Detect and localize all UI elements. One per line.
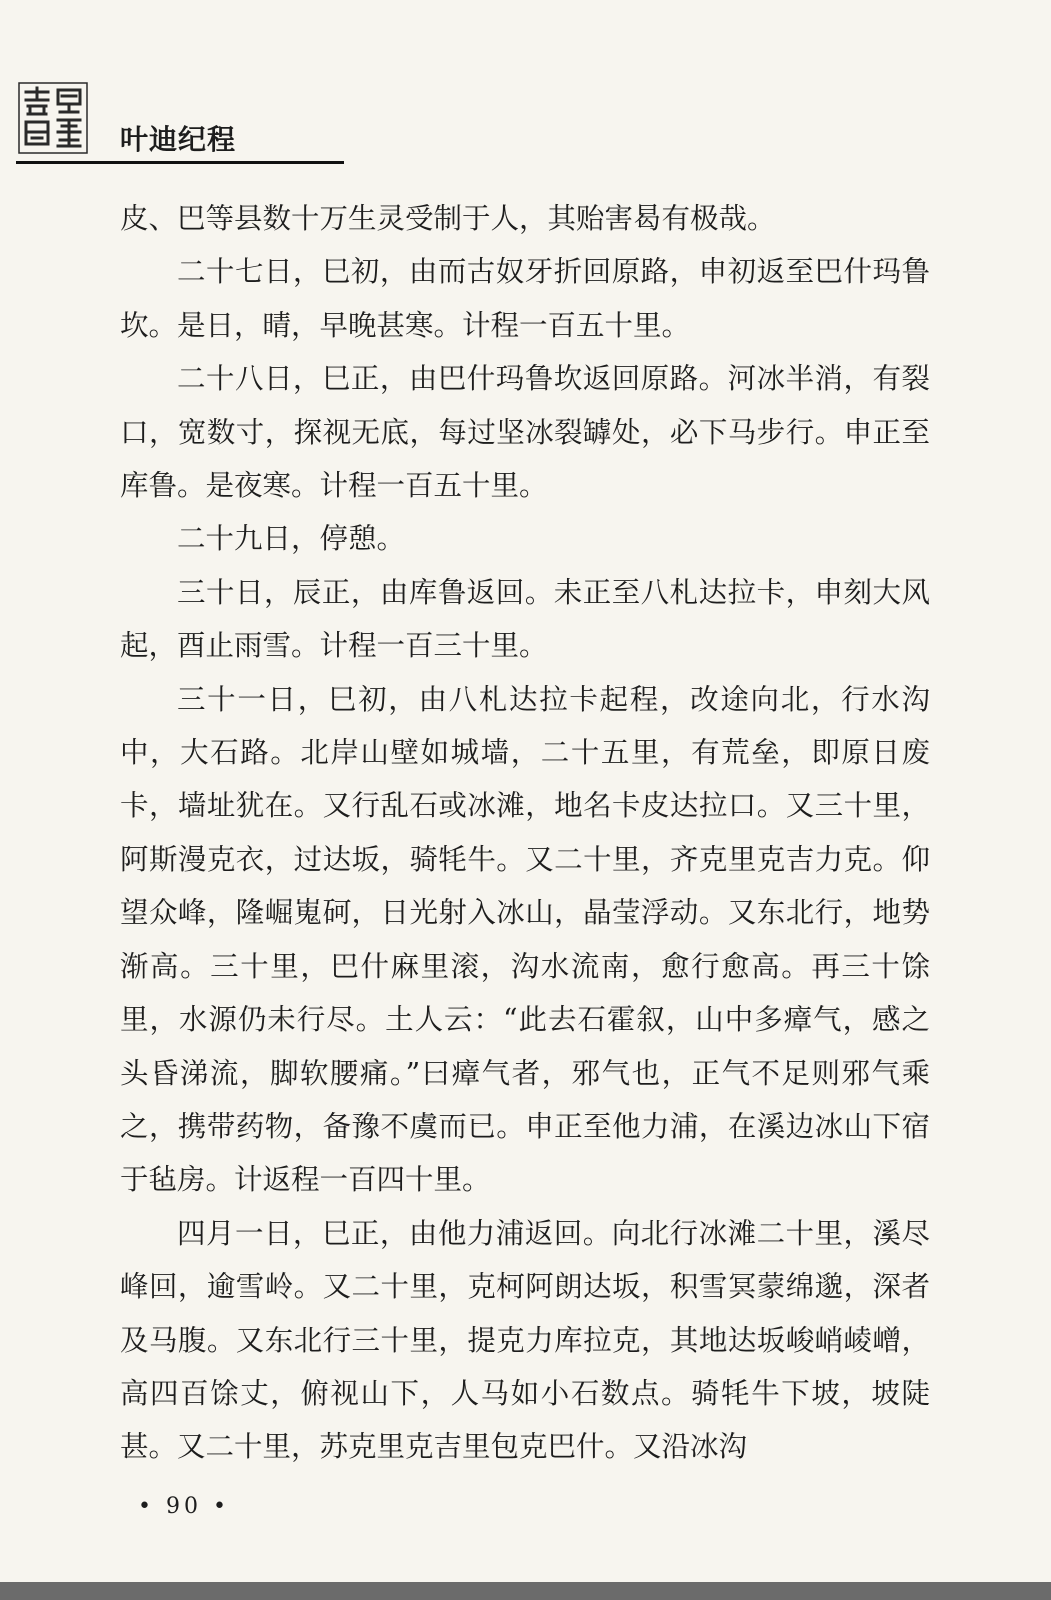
body-text — [120, 192, 930, 1474]
paragraph-continuation: 皮、巴等县数十万生灵受制于人，其贻害曷有极哉。 — [120, 202, 776, 235]
page-number: • 90 • — [138, 1494, 230, 1519]
seal-logo — [18, 82, 88, 154]
paragraph-day-29: 二十九日，停憩。 — [177, 522, 406, 556]
running-title: 叶迪纪程 — [120, 123, 237, 156]
paragraph-day-31: 三十一日，巳初，由八札达拉卡起程，改途向北，行水沟中，大石路。北岸山壁如城墙，二十五里，有荒垒，即原日废卡，墙址犹在。又行乱石或冰滩，地名卡皮达拉口。又三十里，阿斯漫克衣，过达坂，骑牦牛。又二十里，齐克里克吉力克。仰望众峰，隆崛嵬砢，日光射入冰山，晶莹浮动。又东北行，地势渐高。三十里，巴什麻里滚，沟水流南，愈行愈高。再三十馀里，水源仍未行尽。土人云：“此去石霍叙，山中多瘴气，感之头昏涕流，脚软腰痛。”曰瘴气者，邪气也，正气不足则邪气乘之，携带药物，备豫不虞而已。申正至他力浦，在溪边冰山下宿于毡房。计返程一百四十里。 — [120, 682, 930, 1197]
paragraph-april-1: 四月一日，巳正，由他力浦返回。向北行冰滩二十里，溪尽峰回，逾雪岭。又二十里，克柯阿朗达坂，积雪冥蒙绵邈，深者及马腹。又东北行三十里，提克力库拉克，其地达坂峻峭崚嶒，高四百馀丈，俯视山下，人马如小石数点。骑牦牛下坡，坡陡甚。又二十里，苏克里克吉里包克巴什。又沿冰沟 — [120, 1216, 930, 1464]
seal-logo-graphic — [18, 82, 88, 154]
scan-edge — [0, 1582, 1051, 1600]
header-rule — [16, 161, 344, 164]
paragraph-day-30: 三十日，辰正，由库鲁返回。未正至八札达拉卡，申刻大风起，酉止雨雪。计程一百三十里。 — [120, 575, 930, 663]
paragraph-day-28: 二十八日，巳正，由巴什玛鲁坎返回原路。河冰半消，有裂口，宽数寸，探视无底，每过坚冰裂罅处，必下马步行。申正至库鲁。是夜寒。计程一百五十里。 — [120, 362, 930, 503]
paragraph-day-27: 二十七日，巳初，由而古奴牙折回原路，申初返至巴什玛鲁坎。是日，晴，早晚甚寒。计程一百五十里。 — [120, 255, 930, 342]
